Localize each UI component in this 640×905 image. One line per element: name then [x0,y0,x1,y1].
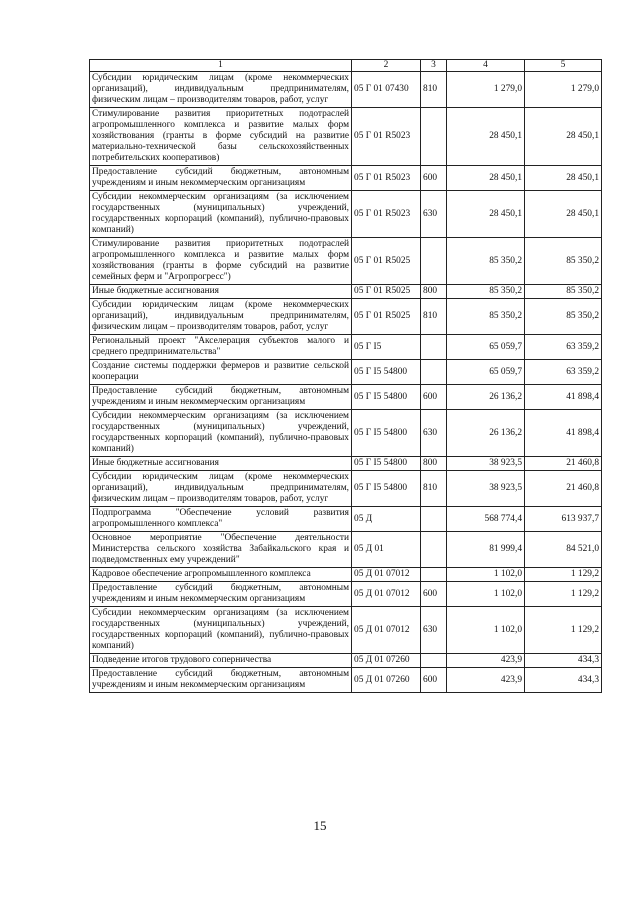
table-row [90,360,602,385]
row-code-cell: 05 Г 01 R5023 [352,166,421,191]
row-expense-type-cell: 810 [421,471,447,507]
table-row [90,238,602,285]
row-name-cell: Основное мероприятие "Обеспечение деятельности Министерства сельского хозяйства Забайкальского края и подведомственных ему учреждений" [90,532,352,568]
row-value-col4-cell: 28 450,1 [447,108,525,166]
row-value-col5-cell: 1 129,2 [525,607,602,654]
table-row [90,335,602,360]
row-name-cell: Субсидии юридическим лицам (кроме некоммерческих организаций), индивидуальным предпринимателям, физическим лицам – производителям товаров, работ, услуг [90,299,352,335]
row-expense-type-cell: 630 [421,191,447,238]
row-value-col5-cell: 28 450,1 [525,166,602,191]
row-code-cell: 05 Д 01 07012 [352,568,421,582]
row-name-cell: Субсидии некоммерческим организациям (за исключением государственных (муниципальных) учреждений, государственных корпораций (компаний), публично-правовых компаний) [90,607,352,654]
row-code-cell: 05 Г I5 54800 [352,410,421,457]
table-row [90,299,602,335]
row-value-col5-cell: 85 350,2 [525,238,602,285]
column-header-1: 1 [90,60,352,72]
table-row [90,532,602,568]
row-name-cell: Субсидии некоммерческим организациям (за исключением государственных (муниципальных) учреждений, государственных корпораций (компаний), публично-правовых компаний) [90,410,352,457]
row-expense-type-cell [421,360,447,385]
row-value-col4-cell: 423,9 [447,668,525,693]
header-row [90,60,602,72]
row-value-col5-cell: 613 937,7 [525,507,602,532]
row-expense-type-cell [421,507,447,532]
row-expense-type-cell: 630 [421,607,447,654]
row-value-col5-cell: 1 279,0 [525,72,602,108]
row-value-col4-cell: 38 923,5 [447,471,525,507]
row-expense-type-cell [421,654,447,668]
row-code-cell: 05 Г I5 54800 [352,385,421,410]
row-name-cell: Подведение итогов трудового соперничества [90,654,352,668]
page-number: 15 [313,818,327,833]
row-value-col4-cell: 81 999,4 [447,532,525,568]
row-name-cell: Субсидии юридическим лицам (кроме некоммерческих организаций), индивидуальным предпринимателям, физическим лицам – производителям товаров, работ, услуг [90,471,352,507]
row-value-col5-cell: 1 129,2 [525,582,602,607]
row-value-col5-cell: 41 898,4 [525,385,602,410]
row-value-col5-cell: 85 350,2 [525,285,602,299]
row-name-cell: Стимулирование развития приоритетных подотраслей агропромышленного комплекса и развитие малых форм хозяйствования (гранты в форме субсидий на развитие материально-технической базы сельскохозяйственных потребительских кооперативов) [90,108,352,166]
row-expense-type-cell: 810 [421,72,447,108]
row-value-col5-cell: 434,3 [525,654,602,668]
row-code-cell: 05 Д [352,507,421,532]
row-code-cell: 05 Г I5 54800 [352,471,421,507]
table-row [90,668,602,693]
row-code-cell: 05 Д 01 07260 [352,654,421,668]
table-row [90,568,602,582]
row-code-cell: 05 Г 01 R5025 [352,299,421,335]
row-code-cell: 05 Г I5 54800 [352,360,421,385]
row-value-col4-cell: 1 102,0 [447,582,525,607]
table-row [90,191,602,238]
row-value-col4-cell: 1 279,0 [447,72,525,108]
row-value-col5-cell: 21 460,8 [525,457,602,471]
table-row [90,166,602,191]
row-value-col5-cell: 85 350,2 [525,299,602,335]
row-value-col5-cell: 434,3 [525,668,602,693]
row-name-cell: Создание системы поддержки фермеров и развитие сельской кооперации [90,360,352,385]
table-row [90,607,602,654]
row-value-col5-cell: 1 129,2 [525,568,602,582]
row-value-col4-cell: 65 059,7 [447,335,525,360]
table-body [90,72,602,693]
row-expense-type-cell: 630 [421,410,447,457]
row-expense-type-cell [421,568,447,582]
row-name-cell: Предоставление субсидий бюджетным, автономным учреждениям и иным некоммерческим организациям [90,166,352,191]
row-value-col4-cell: 65 059,7 [447,360,525,385]
row-value-col4-cell: 1 102,0 [447,568,525,582]
row-expense-type-cell: 600 [421,582,447,607]
row-value-col5-cell: 28 450,1 [525,108,602,166]
table-row [90,457,602,471]
row-code-cell: 05 Д 01 07012 [352,582,421,607]
row-value-col4-cell: 85 350,2 [447,238,525,285]
row-value-col5-cell: 63 359,2 [525,360,602,385]
row-name-cell: Субсидии юридическим лицам (кроме некоммерческих организаций), индивидуальным предпринимателям, физическим лицам – производителям товаров, работ, услуг [90,72,352,108]
row-name-cell: Стимулирование развития приоритетных подотраслей агропромышленного комплекса и развитие малых форм хозяйствования (гранты в форме субсидий на развитие семейных ферм и "Агропрогресс") [90,238,352,285]
row-value-col4-cell: 26 136,2 [447,410,525,457]
row-code-cell: 05 Г 01 R5023 [352,191,421,238]
table-row [90,654,602,668]
row-expense-type-cell [421,108,447,166]
row-code-cell: 05 Г 01 R5025 [352,285,421,299]
row-value-col5-cell: 41 898,4 [525,410,602,457]
row-value-col4-cell: 423,9 [447,654,525,668]
row-name-cell: Предоставление субсидий бюджетным, автономным учреждениям и иным некоммерческим организациям [90,668,352,693]
row-value-col4-cell: 85 350,2 [447,299,525,335]
row-expense-type-cell: 600 [421,385,447,410]
row-name-cell: Иные бюджетные ассигнования [90,285,352,299]
row-code-cell: 05 Г 01 R5025 [352,238,421,285]
row-value-col5-cell: 28 450,1 [525,191,602,238]
row-name-cell: Предоставление субсидий бюджетным, автономным учреждениям и иным некоммерческим организациям [90,582,352,607]
row-expense-type-cell: 600 [421,668,447,693]
row-expense-type-cell: 600 [421,166,447,191]
row-name-cell: Субсидии некоммерческим организациям (за исключением государственных (муниципальных) учреждений, государственных корпораций (компаний), публично-правовых компаний) [90,191,352,238]
column-header-5: 5 [525,60,602,72]
row-code-cell: 05 Г 01 07430 [352,72,421,108]
row-name-cell: Иные бюджетные ассигнования [90,457,352,471]
row-value-col5-cell: 21 460,8 [525,471,602,507]
column-header-3: 3 [421,60,447,72]
row-code-cell: 05 Г I5 [352,335,421,360]
table-row [90,285,602,299]
row-value-col4-cell: 26 136,2 [447,385,525,410]
row-value-col4-cell: 568 774,4 [447,507,525,532]
row-expense-type-cell: 800 [421,457,447,471]
row-code-cell: 05 Д 01 07012 [352,607,421,654]
row-code-cell: 05 Д 01 [352,532,421,568]
row-value-col4-cell: 28 450,1 [447,166,525,191]
row-value-col5-cell: 84 521,0 [525,532,602,568]
table-row [90,471,602,507]
row-value-col4-cell: 28 450,1 [447,191,525,238]
table-row [90,582,602,607]
row-expense-type-cell: 800 [421,285,447,299]
row-code-cell: 05 Г I5 54800 [352,457,421,471]
row-code-cell: 05 Д 01 07260 [352,668,421,693]
row-expense-type-cell [421,238,447,285]
row-value-col4-cell: 1 102,0 [447,607,525,654]
row-name-cell: Региональный проект "Акселерация субъектов малого и среднего предпринимательства" [90,335,352,360]
row-expense-type-cell [421,335,447,360]
budget-table [89,59,602,693]
row-code-cell: 05 Г 01 R5023 [352,108,421,166]
column-header-4: 4 [447,60,525,72]
table-row [90,385,602,410]
table-row [90,108,602,166]
row-name-cell: Предоставление субсидий бюджетным, автономным учреждениям и иным некоммерческим организациям [90,385,352,410]
table-row [90,507,602,532]
row-value-col5-cell: 63 359,2 [525,335,602,360]
row-expense-type-cell [421,532,447,568]
table-row [90,410,602,457]
row-value-col4-cell: 38 923,5 [447,457,525,471]
row-expense-type-cell: 810 [421,299,447,335]
table-row [90,72,602,108]
row-name-cell: Подпрограмма "Обеспечение условий развития агропромышленного комплекса" [90,507,352,532]
column-header-2: 2 [352,60,421,72]
row-name-cell: Кадровое обеспечение агропромышленного комплекса [90,568,352,582]
row-value-col4-cell: 85 350,2 [447,285,525,299]
